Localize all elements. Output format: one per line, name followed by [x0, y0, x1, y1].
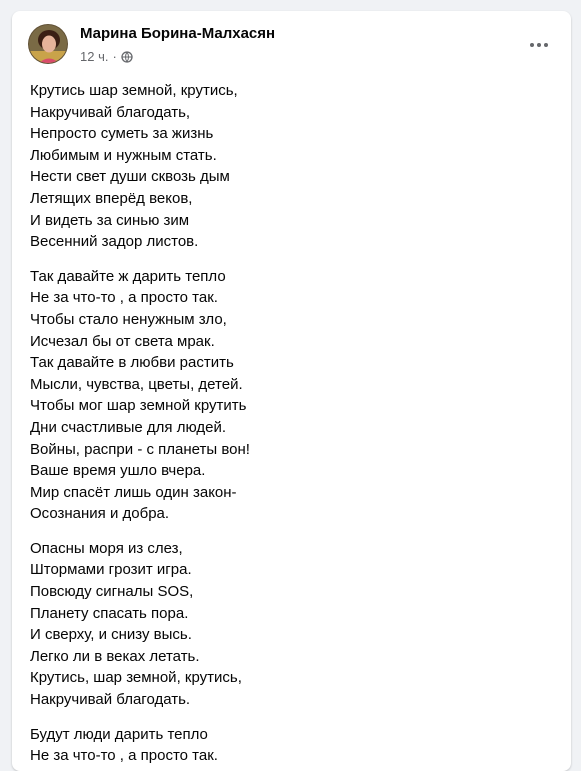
avatar-photo [29, 25, 68, 64]
poem-line: Штормами грозит игра. [30, 561, 192, 579]
poem-line: Нести свет души сквозь дым [30, 168, 230, 186]
poem-line: Так давайте в любви растить [30, 354, 234, 372]
poem-line: Крутись, шар земной, крутись, [30, 669, 242, 687]
post-text [30, 80, 550, 771]
poem-stanza [30, 724, 550, 767]
globe-icon[interactable] [121, 51, 133, 63]
poem-line: Не за что-то , а просто так. [30, 289, 218, 307]
more-horizontal-icon [530, 43, 534, 47]
poem-line: Летящих вперёд веков, [30, 189, 193, 207]
poem-line: Легко ли в веках летать. [30, 647, 200, 665]
post-card [12, 11, 571, 771]
poem-line: Весенний задор листов. [30, 233, 199, 251]
poem-line: Мысли, чувства, цветы, детей. [30, 375, 243, 393]
poem-stanza [30, 80, 550, 253]
poem-line: Не за что-то , а просто так. [30, 747, 218, 765]
post-timestamp[interactable]: 12 ч. [80, 49, 109, 64]
poem-line: Опасны моря из слез, [30, 539, 183, 557]
poem-line: Чтобы мог шар земной крутить [30, 397, 247, 415]
more-options-button[interactable] [521, 31, 557, 59]
poem-line: Будут люди дарить тепло [30, 725, 208, 743]
poem-line: Войны, распри - с планеты вон! [30, 440, 250, 458]
poem-line: И видеть за синью зим [30, 211, 190, 229]
post-header [12, 11, 571, 69]
poem-line: Непросто суметь за жизнь [30, 125, 214, 143]
meta-separator: · [112, 49, 117, 64]
poem-line: Дни счастливые для людей. [30, 418, 227, 436]
poem-line: Так давайте ж дарить тепло [30, 267, 226, 285]
more-horizontal-icon [537, 43, 541, 47]
post-meta [80, 49, 133, 64]
poem-stanza [30, 538, 550, 711]
poem-line: И сверху, и снизу высь. [30, 626, 192, 644]
author-name[interactable]: Марина Борина-Малхасян [80, 25, 276, 42]
poem-line: Исчезал бы от света мрак. [30, 332, 215, 350]
poem-line: Планету спасать пора. [30, 604, 189, 622]
poem-line: Осознания и добра. [30, 505, 170, 523]
poem-line: Ваше время ушло вчера. [30, 462, 206, 480]
poem-stanza [30, 266, 550, 525]
poem-line: Любимым и нужным стать. [30, 146, 217, 164]
poem-line: Крутись шар земной, крутись, [30, 82, 238, 99]
poem-line: Мир спасёт лишь один закон- [30, 483, 237, 501]
poem-line: Повсюду сигналы SOS, [30, 583, 194, 601]
poem-line: Чтобы стало ненужным зло, [30, 310, 227, 328]
author-avatar[interactable] [28, 24, 68, 64]
poem-line: Накручивай благодать. [30, 691, 191, 709]
more-horizontal-icon [544, 43, 548, 47]
poem-line: Накручивай благодать, [30, 103, 191, 121]
